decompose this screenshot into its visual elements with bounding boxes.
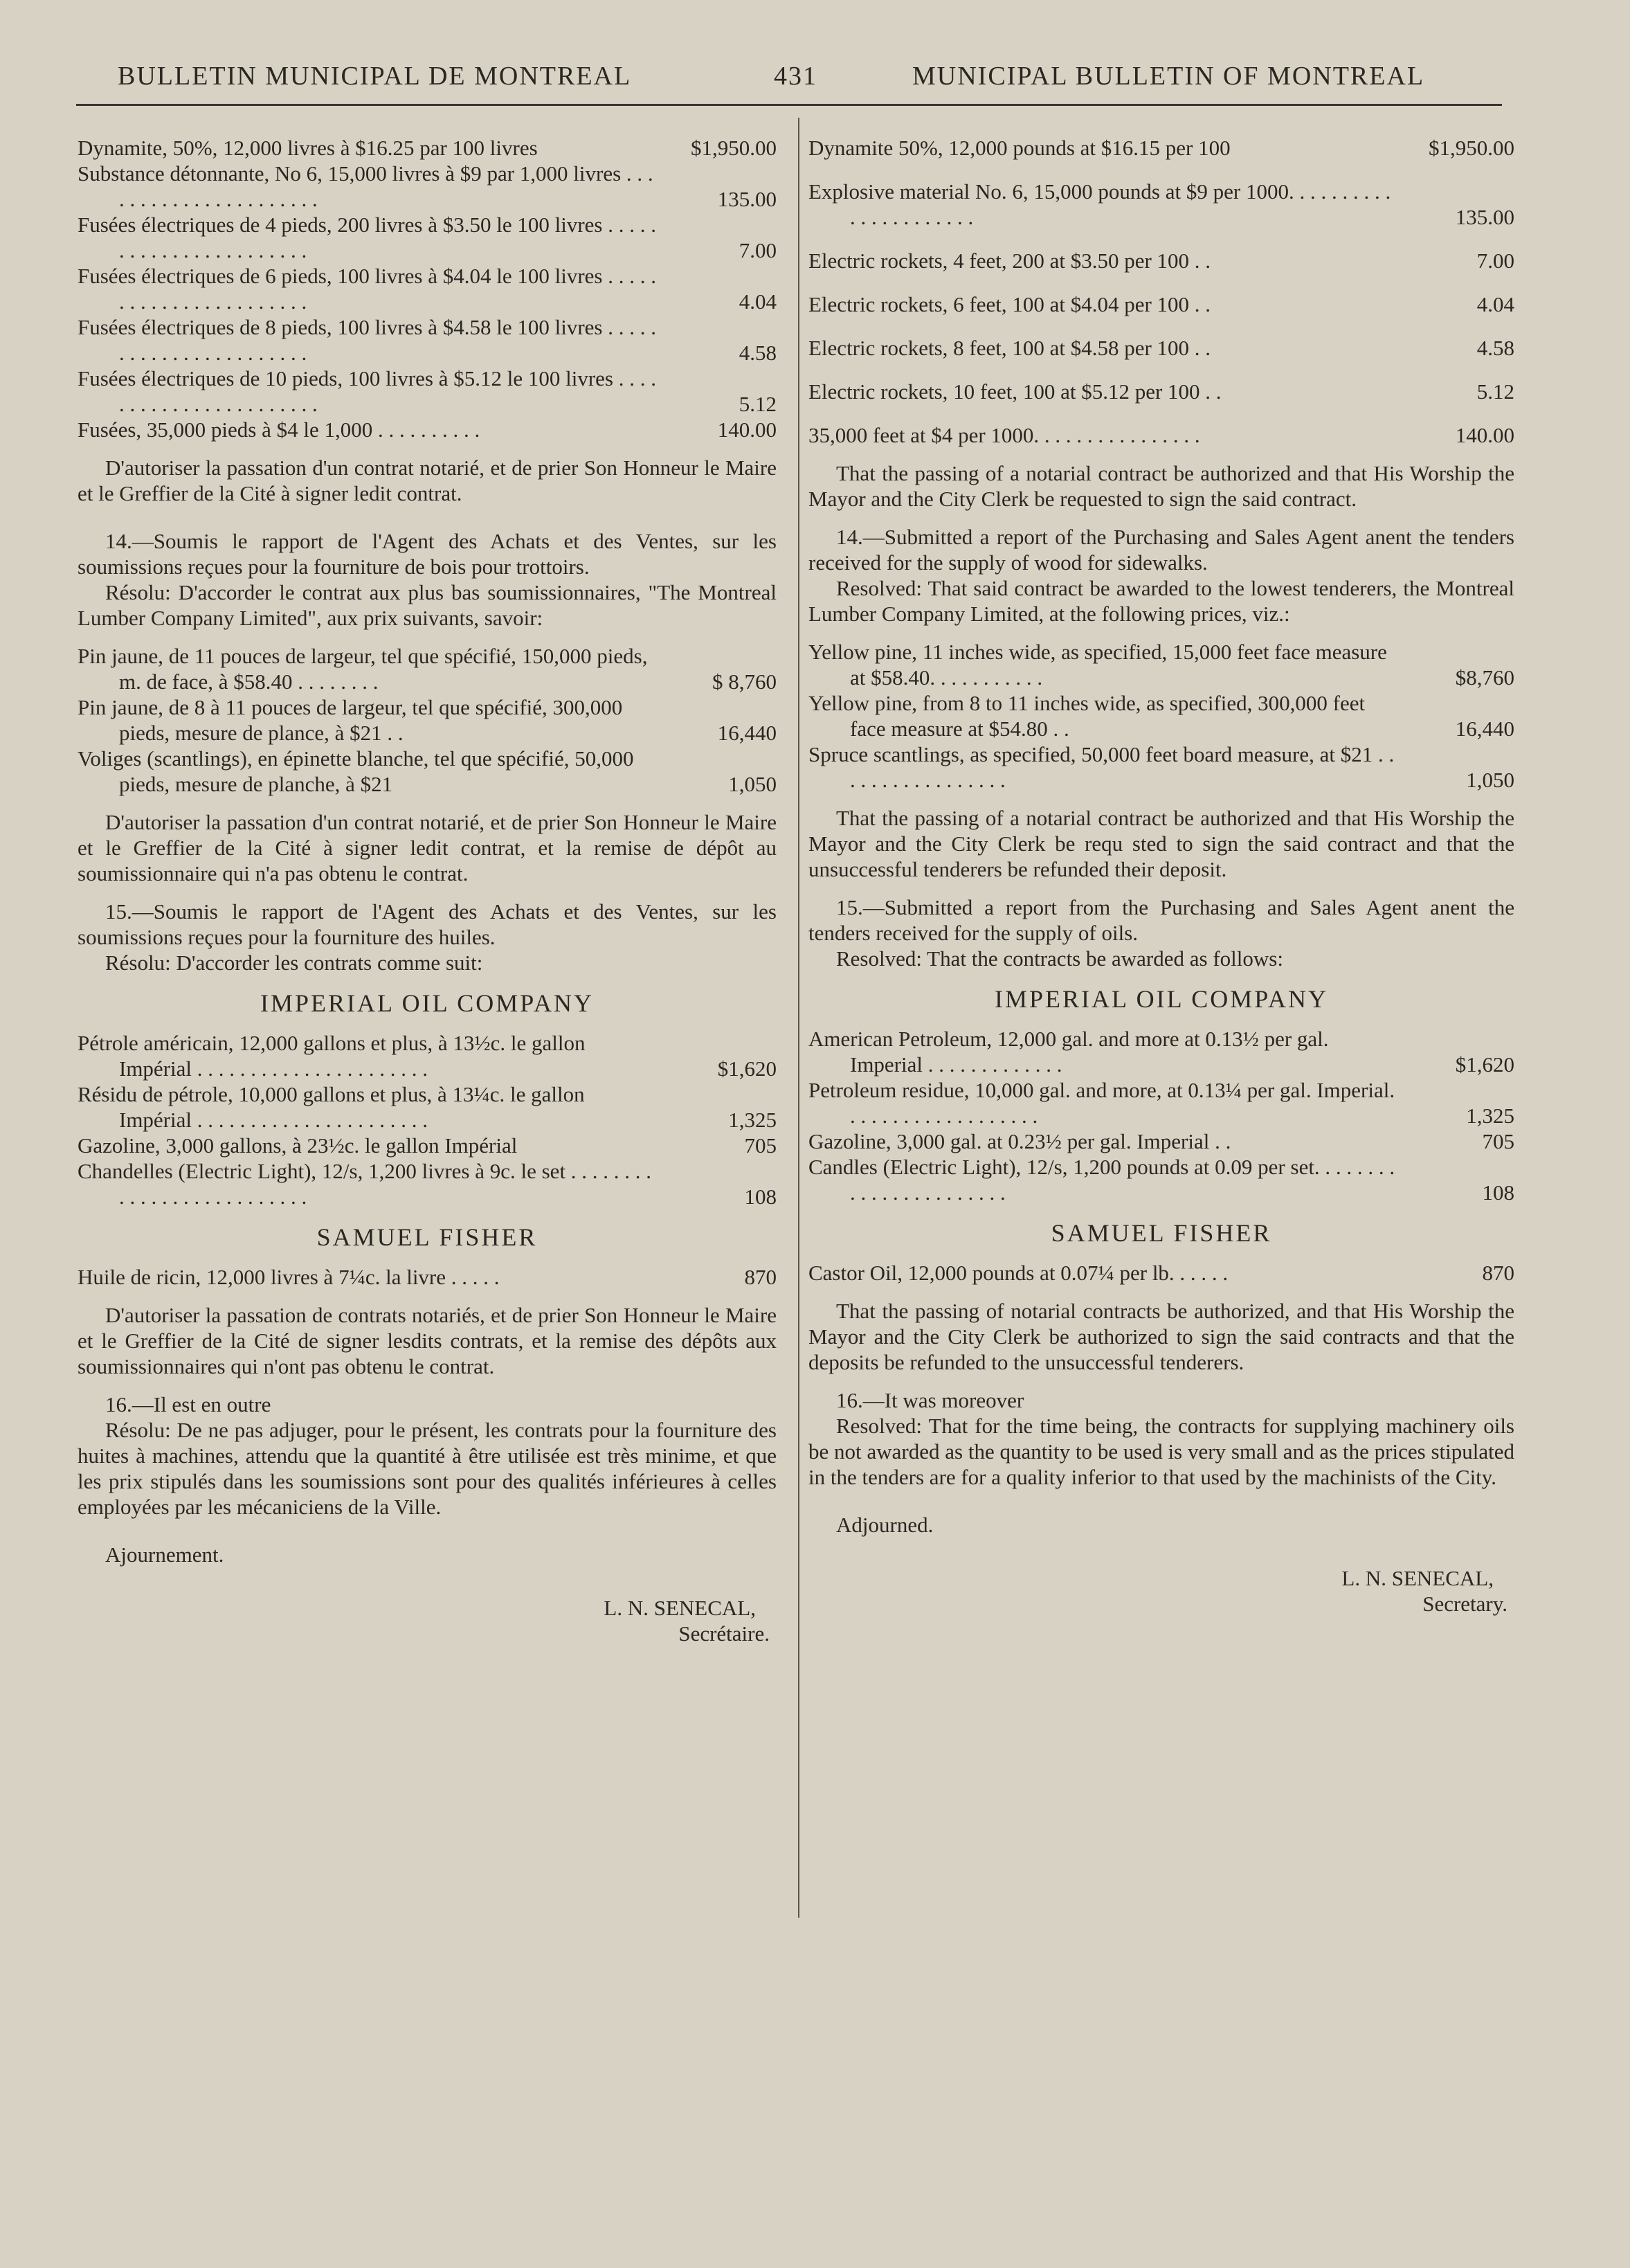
- item-text: Gazoline, 3,000 gal. at 0.23½ per gal. Imperial . .: [808, 1129, 1231, 1153]
- english-column: [808, 135, 1514, 1617]
- fr-heading-imperial: IMPERIAL OIL COMPANY: [260, 989, 595, 1017]
- list-item: [78, 366, 777, 417]
- item-text: Pétrole américain, 12,000 gallons et plus, à 13½c. le gallon Impérial . . . . . . . . . . . . . . . . . . . . . .: [78, 1031, 586, 1081]
- item-text: Dynamite 50%, 12,000 pounds at $16.15 per 100: [808, 136, 1231, 160]
- fr-explosives-list: [78, 135, 777, 442]
- item-text: Candles (Electric Light), 12/s, 1,200 pounds at 0.09 per set. . . . . . . . . . . . . . . . . . . . . . .: [808, 1155, 1395, 1205]
- item-amount: 870: [1482, 1261, 1514, 1285]
- en-paragraph: That the passing of a notarial contract be authorized and that His Worship the Mayor and the City Clerk be requ sted to sign the said contract and that the unsuccessful tenderers be refunded their deposit.: [808, 806, 1514, 881]
- item-amount: 4.58: [739, 341, 777, 365]
- header-rule: [76, 104, 1502, 106]
- item-text: 35,000 feet at $4 per 1000. . . . . . . . . . . . . . . .: [808, 423, 1200, 447]
- en-signature-name: L. N. SENECAL,: [1341, 1566, 1494, 1590]
- item-text: Gazoline, 3,000 gallons, à 23½c. le gallon Impérial: [78, 1133, 518, 1158]
- fr-adjournment: Ajournement.: [105, 1542, 224, 1567]
- list-item: [808, 135, 1514, 161]
- list-item: [808, 422, 1514, 448]
- list-item: [808, 379, 1514, 404]
- en-explosives-list: [808, 135, 1514, 448]
- french-column: [78, 135, 777, 1646]
- fr-paragraph: 16.—Il est en outre: [105, 1392, 271, 1416]
- item-amount: 7.00: [1476, 249, 1514, 273]
- item-text: Dynamite, 50%, 12,000 livres à $16.25 par 100 livres: [78, 136, 538, 160]
- item-text: Spruce scantlings, as specified, 50,000 feet board measure, at $21 . . . . . . . . . . . . . . . . .: [808, 742, 1395, 792]
- page-header: [76, 55, 1502, 97]
- item-amount: 4.04: [1476, 292, 1514, 316]
- fr-paragraph: D'autoriser la passation de contrats notariés, et de prier Son Honneur le Maire et le Greffier de la Cité de signer lesdits contrats, et la remise des dépôts aux soumissionnaires qui n'ont pas obtenu le contrat.: [78, 1303, 777, 1378]
- fr-paragraph: D'autoriser la passation d'un contrat notarié, et de prier Son Honneur le Maire et le Greffier de la Cité à signer ledit contrat.: [78, 456, 777, 505]
- item-text: Chandelles (Electric Light), 12/s, 1,200 livres à 9c. le set . . . . . . . . . . . . . . . . . . . . . . . . . .: [78, 1159, 652, 1209]
- item-amount: 108: [1482, 1180, 1514, 1205]
- fr-heading-fisher: SAMUEL FISHER: [316, 1223, 538, 1251]
- list-item: [78, 746, 777, 797]
- fr-paragraph: 14.—Soumis le rapport de l'Agent des Achats et des Ventes, sur les soumissions reçues pour la fourniture de bois pour trottoirs.: [78, 529, 777, 579]
- list-item: [78, 263, 777, 314]
- list-item: [808, 1260, 1514, 1286]
- list-item: [78, 643, 777, 694]
- list-item: [78, 694, 777, 746]
- item-amount: 705: [1482, 1129, 1514, 1153]
- column-divider: [798, 118, 799, 1918]
- en-paragraph: 16.—It was moreover: [836, 1388, 1024, 1412]
- item-text: Explosive material No. 6, 15,000 pounds at $9 per 1000. . . . . . . . . . . . . . . . . . . . . .: [808, 179, 1391, 229]
- fr-signature-name: L. N. SENECAL,: [604, 1596, 756, 1620]
- item-text: Résidu de pétrole, 10,000 gallons et plus, à 13¼c. le gallon Impérial . . . . . . . . . . . . . . . . . . . . . .: [78, 1082, 585, 1132]
- list-item: [808, 690, 1514, 741]
- header-left-title: BULLETIN MUNICIPAL DE MONTREAL: [118, 62, 632, 91]
- item-amount: 5.12: [739, 392, 777, 416]
- item-text: Electric rockets, 8 feet, 100 at $4.58 per 100 . .: [808, 336, 1211, 360]
- list-item: [808, 335, 1514, 361]
- item-text: Petroleum residue, 10,000 gal. and more, at 0.13¼ per gal. Imperial. . . . . . . . . . . . . . . . . . .: [808, 1078, 1395, 1128]
- item-amount: 705: [744, 1133, 777, 1158]
- item-text: Fusées électriques de 8 pieds, 100 livres à $4.58 le 100 livres . . . . . . . . . . . . . . . . . . . . . . .: [78, 315, 656, 365]
- en-paragraph: Resolved: That for the time being, the contracts for supplying machinery oils be not awarded as the quantity to be used is very small and as the prices stipulated in the tenders are for a quality inferior to that used by the machinists of the City.: [808, 1414, 1514, 1489]
- list-item: [78, 161, 777, 212]
- item-text: Fusées électriques de 6 pieds, 100 livres à $4.04 le 100 livres . . . . . . . . . . . . . . . . . . . . . . .: [78, 264, 656, 314]
- en-castor-list: [808, 1260, 1514, 1286]
- en-heading-fisher: SAMUEL FISHER: [1051, 1219, 1272, 1247]
- item-amount: 140.00: [717, 417, 777, 442]
- item-text: Voliges (scantlings), en épinette blanche, tel que spécifié, 50,000 pieds, mesure de planche, à $21: [78, 746, 634, 796]
- list-item: [78, 314, 777, 366]
- item-amount: 1,050: [1466, 768, 1514, 792]
- item-text: Pin jaune, de 11 pouces de largeur, tel que spécifié, 150,000 pieds, m. de face, à $58.40 . . . . . . . .: [78, 644, 648, 694]
- item-text: Fusées, 35,000 pieds à $4 le 1,000 . . . . . . . . . .: [78, 417, 480, 442]
- fr-paragraph: Résolu: D'accorder le contrat aux plus bas soumissionnaires, "The Montreal Lumber Company Limited", aux prix suivants, savoir:: [78, 580, 777, 630]
- list-item: [808, 1077, 1514, 1128]
- item-amount: 4.58: [1476, 336, 1514, 360]
- fr-paragraph: Résolu: De ne pas adjuger, pour le présent, les contrats pour la fourniture des huites à machines, attendu que la quantité à être utilisée est très minime, et que les prix stipulés dans les soumissions sont pour des qualités inférieures à celles employées par les mécaniciens de la Ville.: [78, 1418, 777, 1519]
- item-text: Pin jaune, de 8 à 11 pouces de largeur, tel que spécifié, 300,000 pieds, mesure de plance, à $21 . .: [78, 695, 623, 745]
- item-amount: $1,950.00: [1429, 136, 1514, 160]
- item-amount: 7.00: [739, 238, 777, 262]
- item-amount: 1,050: [728, 772, 777, 796]
- header-right-title: MUNICIPAL BULLETIN OF MONTREAL: [912, 62, 1425, 91]
- list-item: [808, 1154, 1514, 1205]
- list-item: [78, 1030, 777, 1081]
- item-amount: 140.00: [1455, 423, 1514, 447]
- fr-paragraph: Résolu: D'accorder les contrats comme suit:: [105, 951, 483, 975]
- list-item: [808, 741, 1514, 793]
- list-item: [808, 179, 1514, 230]
- en-adjournment: Adjourned.: [836, 1513, 934, 1537]
- item-text: Yellow pine, from 8 to 11 inches wide, as specified, 300,000 feet face measure at $54.80 . .: [808, 691, 1366, 741]
- en-paragraph: That the passing of notarial contracts be authorized, and that His Worship the Mayor and the City Clerk be authorized to sign the said contracts and that the deposits be refunded to the unsuccessful tenderers.: [808, 1299, 1514, 1374]
- item-text: Huile de ricin, 12,000 livres à 7¼c. la livre . . . . .: [78, 1265, 500, 1289]
- en-lumber-list: [808, 639, 1514, 793]
- item-text: Substance détonnante, No 6, 15,000 livres à $9 par 1,000 livres . . . . . . . . . . . . . . . . . . . . . .: [78, 161, 653, 211]
- list-item: [78, 1081, 777, 1133]
- item-text: Fusées électriques de 4 pieds, 200 livres à $3.50 le 100 livres . . . . . . . . . . . . . . . . . . . . . . .: [78, 213, 656, 262]
- item-text: Castor Oil, 12,000 pounds at 0.07¼ per lb. . . . . .: [808, 1261, 1229, 1285]
- list-item: [808, 1026, 1514, 1077]
- item-text: American Petroleum, 12,000 gal. and more at 0.13½ per gal. Imperial . . . . . . . . . . . . .: [808, 1027, 1329, 1077]
- en-heading-imperial: IMPERIAL OIL COMPANY: [994, 985, 1329, 1013]
- list-item: [808, 1128, 1514, 1154]
- list-item: [78, 417, 777, 442]
- fr-castor-list: [78, 1264, 777, 1290]
- en-paragraph: Resolved: That the contracts be awarded as follows:: [836, 946, 1283, 971]
- list-item: [808, 248, 1514, 273]
- item-amount: $ 8,760: [712, 669, 777, 694]
- list-item: [78, 1133, 777, 1158]
- en-paragraph: 14.—Submitted a report of the Purchasing and Sales Agent anent the tenders received for the supply of wood for sidewalks.: [808, 525, 1514, 575]
- item-amount: 16,440: [717, 721, 777, 745]
- page-number: 431: [774, 62, 817, 91]
- en-paragraph: 15.—Submitted a report from the Purchasing and Sales Agent anent the tenders received for the supply of oils.: [808, 895, 1514, 945]
- item-text: Electric rockets, 10 feet, 100 at $5.12 per 100 . .: [808, 379, 1222, 404]
- item-amount: 108: [744, 1185, 777, 1209]
- item-amount: 1,325: [728, 1108, 777, 1132]
- fr-oil-list: [78, 1030, 777, 1209]
- item-amount: $1,950.00: [691, 136, 777, 160]
- fr-paragraph: 15.—Soumis le rapport de l'Agent des Achats et des Ventes, sur les soumissions reçues pour la fourniture des huiles.: [78, 899, 777, 949]
- item-text: Electric rockets, 4 feet, 200 at $3.50 per 100 . .: [808, 249, 1211, 273]
- item-amount: $1,620: [1455, 1052, 1514, 1077]
- item-amount: 870: [744, 1265, 777, 1289]
- item-amount: $1,620: [717, 1056, 777, 1081]
- en-signature-title: Secretary.: [1422, 1592, 1507, 1616]
- en-paragraph: Resolved: That said contract be awarded to the lowest tenderers, the Montreal Lumber Company Limited, at the following prices, viz.:: [808, 576, 1514, 626]
- list-item: [78, 212, 777, 263]
- fr-signature-title: Secrétaire.: [678, 1621, 770, 1646]
- list-item: [808, 291, 1514, 317]
- en-oil-list: [808, 1026, 1514, 1205]
- item-amount: $8,760: [1455, 665, 1514, 690]
- item-text: Fusées électriques de 10 pieds, 100 livres à $5.12 le 100 livres . . . . . . . . . . . . . . . . . . . . . . .: [78, 366, 656, 416]
- list-item: [808, 639, 1514, 690]
- item-amount: 16,440: [1455, 717, 1514, 741]
- list-item: [78, 1264, 777, 1290]
- item-text: Yellow pine, 11 inches wide, as specified, 15,000 feet face measure at $58.40. . . . . . . . . . .: [808, 640, 1387, 690]
- fr-lumber-list: [78, 643, 777, 797]
- item-amount: 135.00: [717, 187, 777, 211]
- item-text: Electric rockets, 6 feet, 100 at $4.04 per 100 . .: [808, 292, 1211, 316]
- list-item: [78, 135, 777, 161]
- fr-paragraph: D'autoriser la passation d'un contrat notarié, et de prier Son Honneur le Maire et le Greffier de la Cité à signer ledit contrat, et la remise de dépôt au soumissionnaire qui n'a pas obtenu le contrat.: [78, 810, 777, 885]
- en-paragraph: That the passing of a notarial contract be authorized and that His Worship the Mayor and the City Clerk be requested to sign the said contract.: [808, 461, 1514, 511]
- list-item: [78, 1158, 777, 1209]
- item-amount: 5.12: [1476, 379, 1514, 404]
- item-amount: 1,325: [1466, 1104, 1514, 1128]
- item-amount: 4.04: [739, 289, 777, 314]
- item-amount: 135.00: [1455, 205, 1514, 229]
